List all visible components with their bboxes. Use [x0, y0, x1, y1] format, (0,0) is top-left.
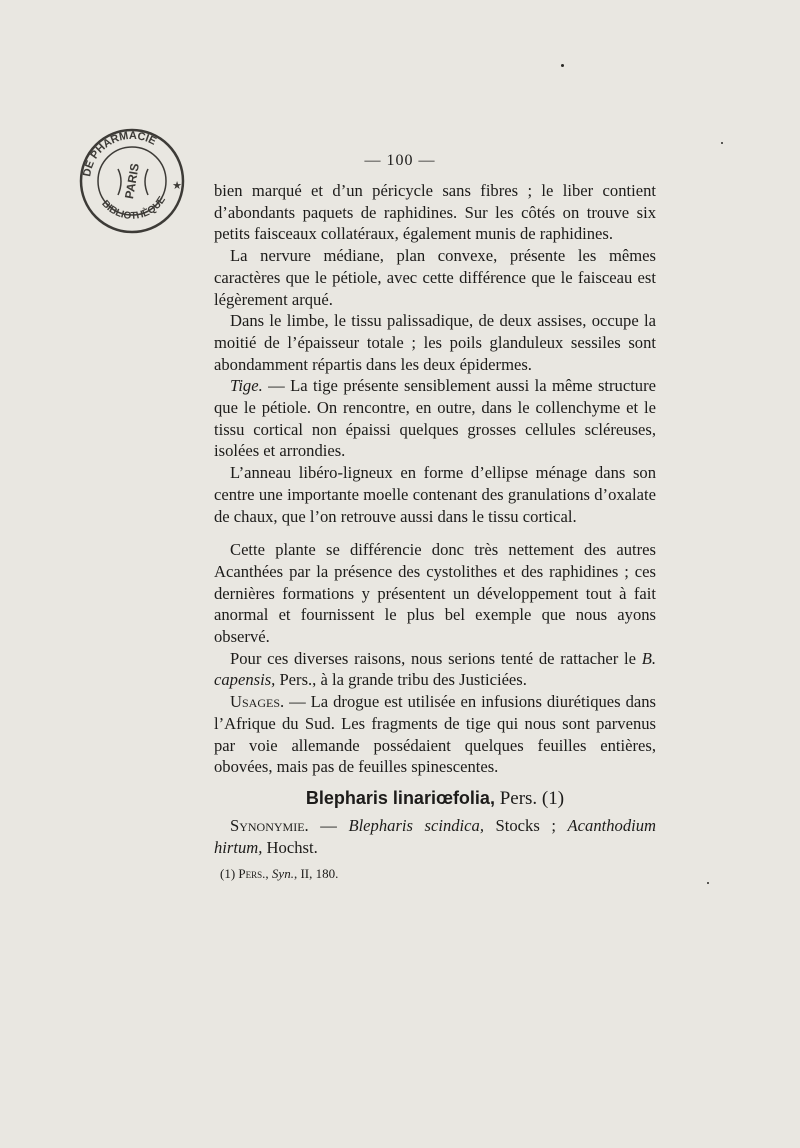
footnote-marker: (1): [220, 866, 239, 882]
species-name: Blepharis linariœfolia,: [305, 787, 495, 808]
stamp-top-text: DE PHARMACIE: [81, 129, 159, 178]
footnote-ref: , II, 180.: [293, 866, 339, 882]
synonym-2-author: Hochst.: [262, 837, 318, 857]
paragraph-limbe: Dans le limbe, le tissu palissadique, de deux assises, occupe la moitié de l’épaisseur totale ; les poils glanduleux sessiles sont abondamment répartis dans les deux épidermes.: [214, 311, 656, 374]
paragraph-anneau: L’anneau libéro-ligneux en forme d’ellipse ménage dans son centre une importante moelle contenant des granulations d’oxalate de chaux, que l’on retrouve aussi dans le tissu cortical.: [214, 463, 656, 526]
footnote-work: Syn.: [271, 866, 294, 882]
speck: [561, 64, 564, 67]
synonymy-dash: —: [308, 815, 349, 835]
library-stamp: [78, 127, 186, 235]
synonym-1-author: Stocks ;: [483, 815, 568, 835]
page-number: — 100 —: [364, 152, 436, 169]
species-author: Pers. (1): [494, 787, 565, 809]
synonymy-label: Synonymie.: [230, 815, 309, 835]
synonymy-line: [214, 815, 656, 858]
footnote: [214, 865, 656, 883]
footnote-sep: ,: [265, 866, 272, 882]
stamp-bottom-text: BIBLIOTHÈQUE: [99, 194, 168, 222]
paragraph-raisons: [214, 648, 656, 691]
speck: [721, 142, 723, 144]
synonym-1: Blepharis scindica,: [348, 815, 484, 835]
paragraph-usages: [214, 691, 656, 778]
speck: [707, 882, 709, 884]
body-text: [214, 180, 656, 883]
raisons-text-a: Pour ces diverses raisons, nous serions tenté de rattacher le: [230, 648, 642, 668]
tige-text: — La tige présente sensiblement aussi la même structure que le pétiole. On rencontre, en outre, dans le collenchyme et le tissu cortical non épaissi quelques grosses cellules scléreuses, isolées et arrondies.: [214, 376, 656, 461]
stamp-center-text: PARIS: [121, 162, 143, 200]
synonym-2: Acanthodium hirtum,: [214, 815, 657, 857]
paragraph-tige: [214, 375, 656, 462]
paragraph-nervure: La nervure médiane, plan convexe, présente les mêmes caractères que le pétiole, avec cette différence que le faisceau est légèrement arqué.: [214, 246, 656, 309]
usages-text: — La drogue est utilisée en infusions diurétiques dans l’Afrique du Sud. Les fragments de tige qui nous sont parvenus par voie allemande possédaient quelques feuilles entières, obovées, mais pas de feuilles spinescentes.: [214, 692, 656, 777]
tige-label: Tige.: [230, 376, 263, 396]
species-heading: [214, 784, 656, 813]
stamp-star: ★: [172, 180, 182, 192]
raisons-text-b: Pers., à la grande tribu des Justiciées.: [275, 670, 527, 690]
usages-label: Usages.: [230, 692, 285, 712]
footnote-author: Pers.: [238, 866, 266, 882]
raisons-species: B. capensis,: [214, 648, 656, 690]
paragraph-continuation: bien marqué et d’un péricycle sans fibres ; le liber contient d’abondants paquets de raphidines. Sur les côtés on trouve six petits faisceaux collatéraux, également munis de raphidines.: [214, 181, 656, 244]
paragraph-conclusion: Cette plante se différencie donc très nettement des autres Acanthées par la présence des cystolithes et des raphidines ; ces dernières formations y présentent un développement tout à fait anormal et fournissent le plus bel exemple que nous ayons observé.: [214, 540, 656, 647]
